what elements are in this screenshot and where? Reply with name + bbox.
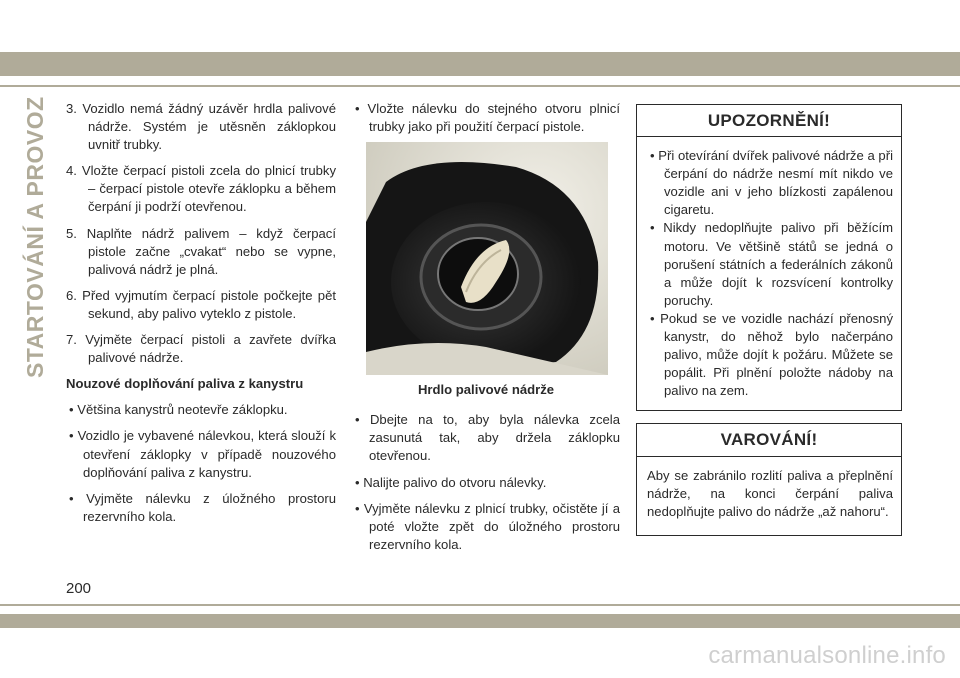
top-rule	[0, 85, 960, 87]
column-middle	[352, 100, 620, 562]
list-item: • Vyjměte nálevku z plnicí trubky, očistěte jí a poté vložte zpět do úložného prostoru rezervního kola.	[355, 500, 620, 552]
page-top	[0, 0, 960, 60]
step-7: 7. Vyjměte čerpací pistoli a zavřete dvířka palivové nádrže.	[66, 332, 336, 366]
section-heading: Nouzové doplňování paliva z kanystru	[66, 376, 304, 392]
step-4: 4. Vložte čerpací pistoli zcela do plnicí trubky – čerpací pistole otevře záklopku a během čerpání ji podrží otevřenou.	[66, 163, 336, 215]
column-right	[636, 104, 902, 548]
step-5: 5. Naplňte nádrž palivem – když čerpací pistole začne „cvakat“ nebo se vypne, palivová nádrž je plná.	[66, 225, 336, 277]
list-item: • Dbejte na to, aby byla nálevka zcela zasunutá tak, aby držela záklopku otevřenou.	[355, 412, 620, 464]
list-item: • Nalijte palivo do otvoru nálevky.	[355, 474, 547, 490]
section-side-title: STARTOVÁNÍ A PROVOZ	[22, 96, 48, 378]
watermark-area	[0, 636, 960, 676]
step-3: 3. Vozidlo nemá žádný uzávěr hrdla palivové nádrže. Systém je utěsněn záklopkou uvnitř trubky.	[66, 101, 336, 153]
caution-box	[636, 104, 902, 411]
step-6: 6. Před vyjmutím čerpací pistole počkejte pět sekund, aby palivo vyteklo z pistole.	[66, 287, 336, 321]
caution-title: UPOZORNĚNÍ!	[637, 105, 901, 137]
warning-text: Aby se zabránilo rozlití paliva a přeplnění nádrže, na konci čerpání paliva nedoplňujte palivo do nádrže „až nahoru“.	[647, 467, 893, 519]
fuel-filler-image	[366, 142, 608, 375]
caution-item: • Pokud se ve vozidle nachází přenosný kanystr, do něhož bylo načerpáno palivo, může dojít k požáru. Můžete se popálit. Při plnění položte nádoby na palivo na zem.	[650, 310, 893, 399]
list-item: • Vyjměte nálevku z úložného prostoru rezervního kola.	[69, 490, 336, 524]
caution-item: • Nikdy nedoplňujte palivo při běžícím motoru. Ve většině států se jedná o porušení státních a federálních zákonů a může dojít k rozsvícení kontrolky poruchy.	[650, 220, 893, 308]
caution-item: • Při otevírání dvířek palivové nádrže a při čerpání do nádrže nesmí mít nikdo ve vozidle ani v jeho blízkosti zapálenou cigaretu.	[650, 148, 893, 218]
warning-title: VAROVÁNÍ!	[637, 424, 901, 456]
column-left	[66, 100, 336, 534]
photo-caption: Hrdlo palivové nádrže	[417, 382, 555, 398]
bottom-band	[0, 614, 960, 628]
watermark-text[interactable]: carmanualsonline.info	[708, 642, 946, 669]
fuel-filler-photo	[366, 142, 608, 375]
warning-box	[636, 423, 902, 535]
page-number: 200	[66, 580, 92, 597]
list-item: • Většina kanystrů neotevře záklopku.	[69, 402, 288, 418]
list-item: • Vložte nálevku do stejného otvoru plnicí trubky jako při použití čerpací pistole.	[355, 101, 620, 135]
top-band	[0, 52, 960, 76]
bottom-rule	[0, 604, 960, 606]
list-item: • Vozidlo je vybavené nálevkou, která slouží k otevření záklopky v případě nouzového doplňování paliva z kanystru.	[69, 428, 336, 480]
